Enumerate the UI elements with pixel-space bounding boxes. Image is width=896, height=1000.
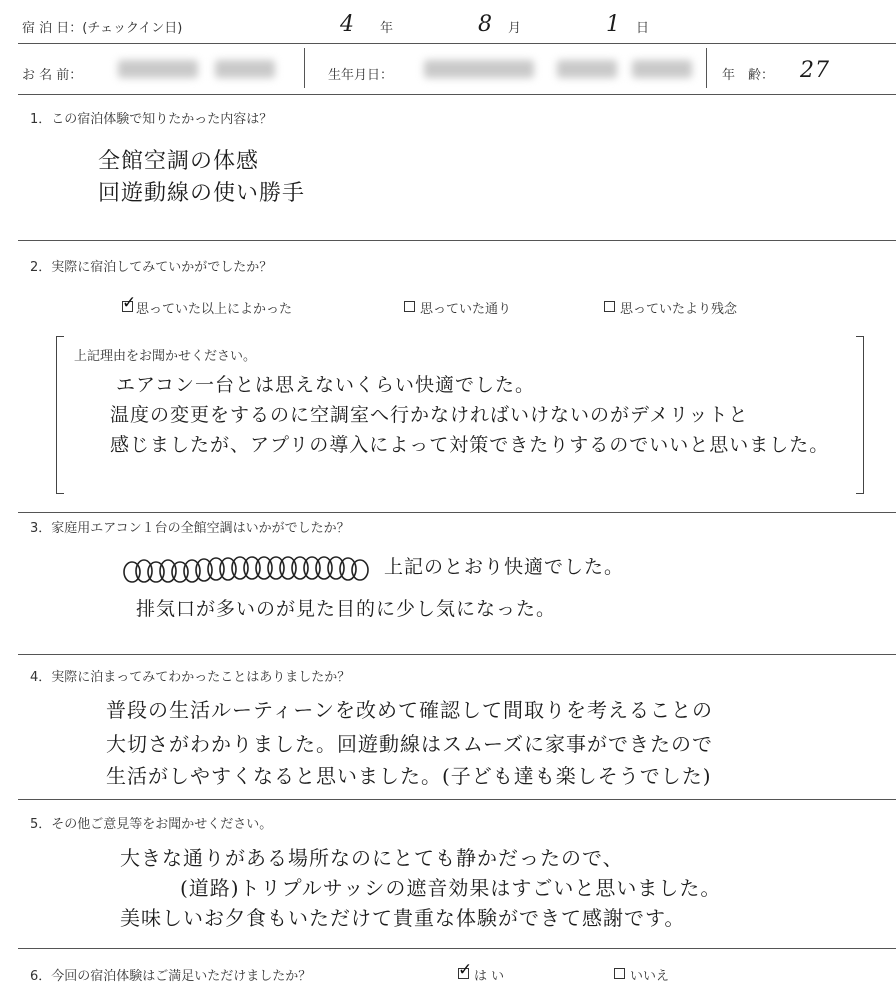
divider-line [18, 240, 896, 241]
divider-line [706, 48, 707, 88]
checkbox-unchecked[interactable] [404, 301, 415, 312]
question-3: 3．家庭用エアコン１台の全館空調はいかがでしたか？ [30, 521, 350, 536]
divider-line [304, 48, 305, 88]
checkin-year-unit: 年 [380, 21, 394, 36]
divider-line [18, 43, 896, 44]
age-value: 27 [800, 58, 830, 83]
checkbox-checked[interactable] [122, 293, 137, 313]
question-6: 6．今回の宿泊体験はご満足いただけましたか？ [30, 969, 312, 984]
checkin-year-value: 4 [340, 12, 355, 37]
answer-1-line-2: 回遊動線の使い勝手 [98, 181, 306, 206]
answer-4-line-1: 普段の生活ルーティーンを改めて確認して間取りを考えることの [106, 698, 713, 722]
option-label: 思っていた以上によかった [136, 302, 293, 317]
checkbox-unchecked[interactable] [604, 301, 615, 312]
answer-1-line-1: 全館空調の体感 [98, 149, 260, 174]
check-mark-icon: ✓ [458, 960, 473, 980]
divider-line [18, 799, 896, 800]
answer-2-line-1: エアコン一台とは思えないくらい快適でした。 [116, 374, 536, 396]
divider-line [18, 654, 896, 655]
answer-5-line-3: 美味しいお夕食もいただけて貴重な体験ができて感謝です。 [120, 906, 686, 930]
checkin-day-value: 1 [606, 12, 621, 37]
reason-bracket-left [56, 336, 64, 494]
divider-line [18, 512, 896, 513]
answer-4-line-3: 生活がしやすくなると思いました。(子ども達も楽しそうでした) [106, 764, 712, 788]
answer-2-line-2: 温度の変更をするのに空調室へ行かなければいけないのがデメリットと [110, 404, 749, 426]
birthdate-redacted [424, 60, 692, 82]
name-label: お 名 前： [22, 68, 83, 83]
question-2: 2．実際に宿泊してみていかがでしたか？ [30, 260, 273, 275]
option-satisfied-yes[interactable] [456, 960, 505, 984]
answer-4-line-2: 大切さがわかりました。回遊動線はスムーズに家事ができたので [106, 732, 713, 756]
option-worse-than-expected[interactable] [602, 298, 737, 317]
answer-5-line-1: 大きな通りがある場所なのにとても静かだったので、 [120, 846, 624, 870]
age-label: 年 齢： [722, 68, 775, 83]
checkbox-unchecked[interactable] [614, 968, 625, 979]
checkin-month-unit: 月 [508, 21, 522, 36]
divider-line [18, 948, 896, 949]
answer-2-line-3: 感じましたが、アプリの導入によって対策できたりするのでいいと思いました。 [110, 434, 830, 456]
option-better-than-expected[interactable] [120, 293, 293, 317]
birthdate-label: 生年月日： [328, 68, 394, 83]
checkin-month-value: 8 [478, 12, 493, 37]
option-label: いいえ [630, 969, 670, 984]
option-label: 思っていたより残念 [620, 302, 738, 317]
divider-line [18, 94, 896, 95]
answer-5-line-2: (道路)トリプルサッシの遮音効果はすごいと思いました。 [180, 876, 722, 900]
option-label: は い [474, 969, 505, 984]
answer-3-line-1: 上記のとおり快適でした。 [384, 556, 625, 578]
question-5: 5．その他ご意見等をお聞かせください。 [30, 817, 273, 832]
checkbox-checked[interactable] [458, 960, 473, 980]
crossed-out-scribble [118, 552, 380, 586]
option-label: 思っていた通り [420, 302, 512, 317]
checkin-date-label: 宿 泊 日：(チェックイン日) [22, 21, 183, 36]
reason-bracket-right [856, 336, 864, 494]
name-redacted [118, 60, 275, 82]
option-satisfied-no[interactable] [612, 965, 669, 984]
option-as-expected[interactable] [402, 298, 511, 317]
question-1: 1．この宿泊体験で知りたかった内容は？ [30, 112, 273, 127]
reason-label: 上記理由をお聞かせください。 [74, 349, 257, 364]
checkin-day-unit: 日 [636, 21, 650, 36]
check-mark-icon: ✓ [122, 293, 137, 313]
answer-3-line-2: 排気口が多いのが見た目的に少し気になった。 [136, 598, 557, 620]
question-4: 4．実際に泊まってみてわかったことはありましたか？ [30, 670, 351, 685]
